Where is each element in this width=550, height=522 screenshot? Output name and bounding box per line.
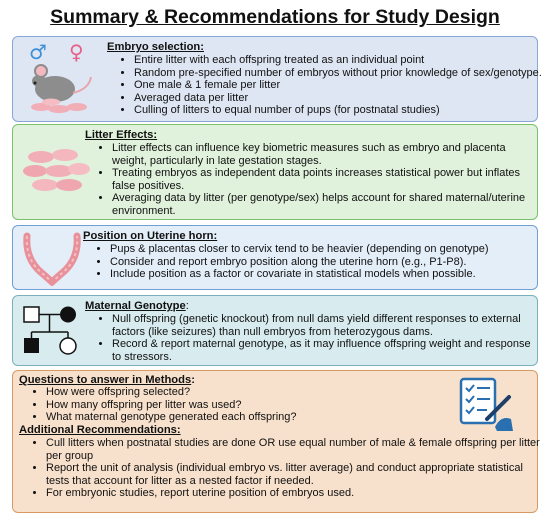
female-symbol-icon: ♀	[69, 41, 84, 64]
litter-effects-heading: Litter Effects:	[85, 129, 158, 141]
checklist-icon	[457, 375, 515, 433]
list-item: • Cull litters when postnatal studies are done OR use equal number of male & female offspring per litter per group	[46, 437, 542, 462]
maternal-genotype-panel	[12, 295, 538, 366]
list-item: • Report the unit of analysis (individual embryo vs. litter average) and conduct appropriate statistical tests that account for litter as a nested factor if needed.	[46, 462, 542, 487]
heading-colon: :	[191, 374, 195, 386]
methods-heading-text: Questions to answer in Methods	[19, 374, 192, 386]
list-item: • Record & report maternal genotype, as it may influence offspring weight and response to stressors.	[112, 338, 542, 363]
recommendations-heading: Additional Recommendations:	[19, 424, 181, 436]
list-item: • Consider and report embryo position along the uterine horn (e.g., P1-P8).	[110, 256, 542, 269]
list-item: • Random pre-specified number of embryos without prior knowledge of sex/genotype.	[134, 67, 546, 80]
recommendations-list	[33, 437, 542, 500]
litter-effects-list	[99, 142, 542, 218]
litter-pups-icon	[21, 143, 93, 199]
uterine-horn-list	[97, 243, 542, 281]
methods-heading	[19, 374, 195, 386]
list-item: • Litter effects can influence key biometric measures such as embryo and placenta weight, particularly in late gestation stages.	[112, 142, 542, 167]
maternal-genotype-heading	[85, 300, 189, 312]
list-item: • One male & 1 female per litter	[134, 79, 546, 92]
list-item: • Null offspring (genetic knockout) from null dams yield different responses to external factors (like seizures) than null embryos from heterozygous dams.	[112, 313, 542, 338]
embryo-selection-panel	[12, 36, 542, 122]
list-item: • Averaged data per litter	[134, 92, 546, 105]
litter-effects-panel	[12, 124, 538, 220]
list-item: • Entire litter with each offspring treated as an individual point	[134, 54, 546, 67]
list-item: • How many offspring per litter was used?	[46, 399, 426, 412]
list-item: • For embryonic studies, report uterine position of embryos used.	[46, 487, 542, 500]
maternal-genotype-heading-text: Maternal Genotype	[85, 300, 186, 312]
list-item: • Treating embryos as independent data points increases statistical power but inflates false positives.	[112, 167, 542, 192]
list-item: • Pups & placentas closer to cervix tend to be heavier (depending on genotype)	[110, 243, 542, 256]
methods-questions-list	[33, 386, 426, 424]
list-item: • Averaging data by litter (per genotype/sex) helps account for shared maternal/uterine environment.	[112, 192, 542, 217]
uterine-horn-heading: Position on Uterine horn:	[83, 230, 218, 242]
embryo-selection-list	[121, 54, 546, 117]
methods-panel	[12, 370, 538, 513]
list-item: • What maternal genotype generated each offspring?	[46, 411, 426, 424]
embryo-selection-heading: Embryo selection:	[107, 41, 204, 53]
male-symbol-icon: ♂	[29, 41, 47, 64]
list-item: • Include position as a factor or covariate in statistical models when possible.	[110, 268, 542, 281]
page-title: Summary & Recommendations for Study Design	[50, 6, 500, 28]
maternal-genotype-list	[99, 313, 542, 363]
list-item: • Culling of litters to equal number of pups (for postnatal studies)	[134, 104, 546, 117]
pedigree-icon	[21, 302, 81, 360]
mouse-with-pups-icon	[19, 41, 103, 119]
uterine-horn-panel	[12, 225, 538, 290]
heading-colon: :	[185, 300, 189, 312]
uterus-icon	[21, 230, 83, 286]
list-item: • How were offspring selected?	[46, 386, 426, 399]
